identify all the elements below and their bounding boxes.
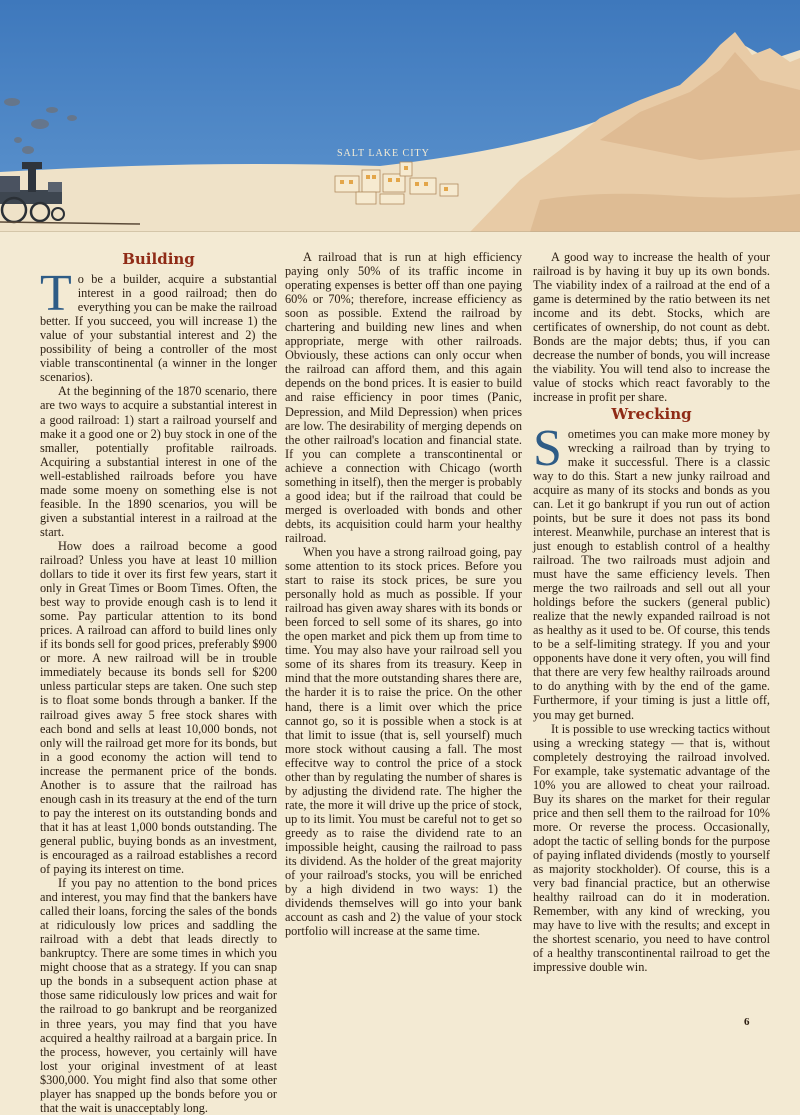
- wrecking-paragraph-2: It is possible to use wrecking tactics without using a wrecking stategy — that is, without completely destroying the railroad involved. For example, take systematic advantage of the 10% you are allowed to cheat your railroad. Buy its shares on the market for their regular price and then sell them to the railroad for 10% more. Or reverse the process. Occasionally, adopt the tactic of selling bonds for the purpose of paying inflated dividends (mostly to yourself as majority stockholder). Of course, this is a very bad financial practice, but an otherwise healthy railroad can do it in moderation. Remember, with any kind of wrecking, you may have to live with the results; and except in the shortest scenario, you need to have control of a healthy transcontinental railroad to get the impressive double win.: [533, 721, 770, 975]
- wrecking-paragraph-1-text: ometimes you can make more money by wrecking a railroad than by trying to make it successful. There is a classic way to do this. Start a new junky railroad and acquire as many of its stocks and bonds as you can. Let it go bankrupt if you run out of action points, but be sure it does not pass its bond interest. Meanwhile, purchase an interest that is just enough to establish control of a healthy railroad. The two railroads must adjoin and must have the same efficiency levels. Then merge the two railroads and sell out all your holdings before the suckers (general public) realize that the newly expanded railroad is not as healthy as it used to be. Of course, this tends to be a self-limiting strategy. If you and your opponents have done it very often, you will find that there are very few healthy railroads around to do anything with by the end of the game. Furthermore, if your timing is just a little off, you may get burned.: [533, 426, 770, 722]
- building-paragraph-3: How does a railroad become a good railroad? Unless you have at least 10 million dollars to tide it over its first few years, start it only in Great Times or Boom Times. Often, the best way to provide enough cash is to lend it some. Pay particular attention to its bond prices. A railroad can afford to build lines only if its bonds sell for good prices, preferably $900 or more. A new railroad will be in trouble immediately because its bonds sell for $200 unless particular steps are taken. One such step is to float some bonds through a banker. If the railroad gives away 5 free stock shares with each bond and sells at least 10,000 bonds, not only will the railroad get more for its bonds, but in a good economy the action will tend to increase the permanent price of the bonds. Another is to assure that the railroad has enough cash in its treasury at the end of the turn to pay the interest on its outstanding bonds and that it has at least 1,000 bonds outstanding. The general public, buying bonds as an investment, is encouraged as a railroad establishes a record of paying its interest on time.: [40, 538, 277, 877]
- building-paragraph-1: [40, 265, 277, 385]
- city-label: SALT LAKE CITY: [337, 148, 430, 159]
- column-3: [533, 250, 770, 974]
- wrecking-paragraph-1: [533, 419, 770, 722]
- building-paragraph-5: A railroad that is run at high efficiency paying only 50% of its traffic income in operating expenses is better off than one paying 60% or 70%; therefore, increase efficiency as soon as possible. Extend the railroad by chartering and building new lines and when appropriate, merge with other railroads. Obviously, these actions can only occur when the railroad can afford them, and this again depends on the bond prices. It is easier to build and raise efficiency in poor times (Panic, Depression, and Mild Depression) when prices are low. The desirability of merging depends on the other railroad's location and financial state. If you can complete a transcontinental or achieve a connection with Chicago (worth something in itself), then the merger is probably a good idea; but if the railroad that could be merged is overloaded with bonds and other debts, its acquisition could harm your healthy railroad.: [285, 250, 522, 545]
- wrecking-heading: Wrecking: [611, 404, 692, 423]
- building-paragraph-2: At the beginning of the 1870 scenario, there are two ways to acquire a substantial interest in a good railroad: 1) start a railroad yourself and make it a good one or 2) buy stock in one of the smaller, potentially profitable railroads. Acquiring a substantial interest in one of the well-established railroads before you have made some moeny on something else is not feasible. In the 1890 scenarios, you will be given a substantial interest in a railroad at the start.: [40, 384, 277, 539]
- building-paragraph-6: When you have a strong railroad going, pay some attention to its stock prices. Before you start to raise its stock prices, be sure you personally hold as much as possible. If your railroad has given away shares with its bonds or been forced to sell some of its shares, go into the open market and pick them up from time to time. You may also have your railroad sell you some of its shares from its treasury. Keep in mind that the more outstanding shares there are, the harder it is to raise the price. On the other hand, there is a limit over which the price cannot go, so it is possible when a stock is at that limit to issue (that is, sell yourself) much more stock without causing a fall. The most effecitve way to control the price of a stock other than by regulating the number of shares is by adjusting the dividend rate. The higher the rate, the more it will drive up the price of stock, up to its limit. You must be careful not to get so greedy as to raise the dividend rate to an impossible height, causing the railroad to pass its dividend. As the holder of the great majority of your railroad's stocks, you will be enriched by a high dividend in two ways: 1) the dividends themselves will go into your bank account as cash and 2) the value of your stock portfolio will increase at the same time.: [285, 544, 522, 939]
- building-paragraph-1-text: o be a builder, acquire a substantial interest in a good railroad; then do everything you can be make the railroad better. If you succeed, you will increase 1) the value of your substantial interest and 2) the possibility of being a controller of the most viable transcontinental (a winner in the longer scenarios).: [40, 272, 277, 385]
- page-number: 6: [744, 1016, 750, 1028]
- column-1: [40, 250, 277, 1115]
- salt-lake-city-illustration: [0, 0, 800, 232]
- building-paragraph-4: If you pay no attention to the bond prices and interest, you may find that the bankers have called their loans, forcing the sales of the bonds at ridiculously low prices and saddling the railroad with a debt that leads directly to bankruptcy. There are some times in which you might choose that as a strategy. If you can snap up the bonds in a subsequent action phase at those same ridiculously low prices and wait for the railroad to go bankrupt and be reorganized in three years, you may find that you have acquired a healthy railroad at a bargain price. In the process, however, you certainly will have lost your original investment of at least $300,000. You might find also that some other player has snapped up the bonds before you or that the wait is unacceptably long.: [40, 876, 277, 1115]
- building-paragraph-7: A good way to increase the health of your railroad is by having it buy up its own bonds. The viability index of a railroad at the end of a game is determined by the ratio between its net income and its debt. Stocks, which are certificates of ownership, do not count as debt. Bonds are the major debts; thus, if you can decrease the number of bonds, you will increase the viability. You will tend also to increase the value of stocks which react favorably to the increase in profit per share.: [533, 250, 770, 405]
- building-heading: Building: [122, 250, 195, 268]
- column-2: [285, 250, 522, 938]
- building-dropcap: T: [40, 265, 72, 323]
- wrecking-dropcap: S: [533, 419, 562, 477]
